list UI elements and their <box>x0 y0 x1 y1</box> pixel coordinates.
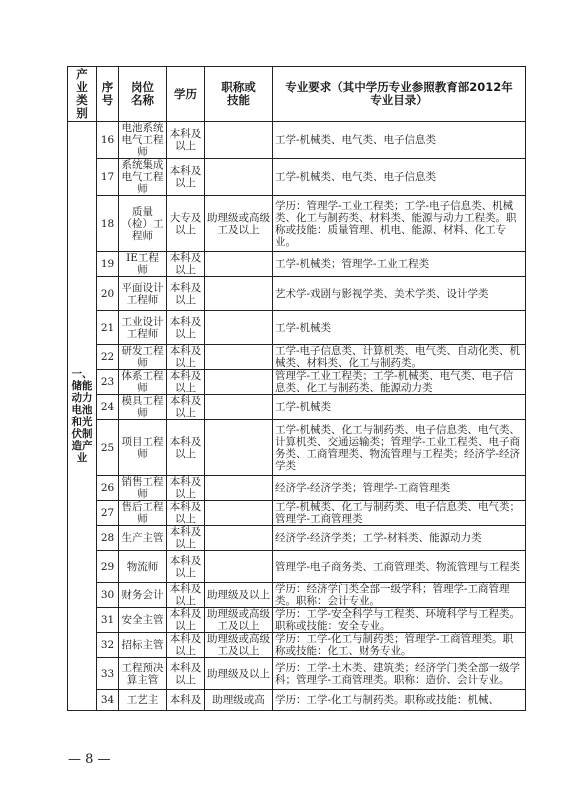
title-cell <box>205 501 273 526</box>
title-cell: 助理级或高级工及以上 <box>205 608 273 633</box>
row-num-cell: 33 <box>97 658 119 690</box>
row-num-cell: 17 <box>97 159 119 196</box>
table-row <box>68 311 526 345</box>
header-education: 学历 <box>167 67 205 122</box>
table-row <box>68 277 526 311</box>
requirement-cell: 工学-机械类；管理学-工业工程类 <box>273 252 526 277</box>
table-row <box>68 345 526 370</box>
education-cell: 本科及 <box>167 690 205 711</box>
position-cell: 体系工程师 <box>119 370 167 395</box>
position-cell: 模具工程师 <box>119 395 167 420</box>
position-cell: 系统集成电气工程师 <box>119 159 167 196</box>
requirement-cell: 工学-机械类、电气类、电子信息类 <box>273 122 526 159</box>
title-cell <box>205 122 273 159</box>
row-num-cell: 30 <box>97 583 119 608</box>
position-cell: IE工程师 <box>119 252 167 277</box>
education-cell: 本科及以上 <box>167 122 205 159</box>
title-cell: 助理级或高 <box>205 690 273 711</box>
table-row <box>68 608 526 633</box>
title-cell <box>205 277 273 311</box>
position-cell: 工程预决算主管 <box>119 658 167 690</box>
requirement-cell: 工学-机械类、化工与制药类、电子信息类、电气类；管理学-工商管理类 <box>273 501 526 526</box>
category-cell: 一、储能动力电池和光伏制造产业 <box>68 122 97 711</box>
position-cell: 财务会计 <box>119 583 167 608</box>
education-cell: 本科及以上 <box>167 395 205 420</box>
education-cell: 本科及以上 <box>167 159 205 196</box>
title-cell <box>205 311 273 345</box>
table-row <box>68 252 526 277</box>
table-row <box>68 196 526 252</box>
requirement-cell: 艺术学-戏剧与影视学类、美术学类、设计学类 <box>273 277 526 311</box>
header-title: 职称或技能 <box>205 67 273 122</box>
title-cell <box>205 551 273 583</box>
table-row <box>68 122 526 159</box>
row-num-cell: 28 <box>97 526 119 551</box>
header-position: 岗位名称 <box>119 67 167 122</box>
requirement-cell: 学历：经济学门类全部一级学科；管理学-工商管理类。职称：会计专业。 <box>273 583 526 608</box>
requirement-cell: 学历：管理学-工业工程类；工学-电子信息类、机械类、化工与制药类、材料类、能源与动力工程类。职称或技能：质量管理、机电、能源、材料、化工专业。 <box>273 196 526 252</box>
position-cell: 销售工程师 <box>119 476 167 501</box>
position-cell: 平面设计工程师 <box>119 277 167 311</box>
table-row <box>68 476 526 501</box>
row-num-cell: 27 <box>97 501 119 526</box>
requirement-cell: 工学-电子信息类、计算机类、电气类、自动化类、机械类、材料类、化工与制药类。 <box>273 345 526 370</box>
row-num-cell: 21 <box>97 311 119 345</box>
title-cell <box>205 420 273 476</box>
position-cell: 电池系统电气工程师 <box>119 122 167 159</box>
position-cell: 售后工程师 <box>119 501 167 526</box>
header-requirement: 专业要求（其中学历专业参照教育部2012年专业目录） <box>273 67 526 122</box>
education-cell: 本科及以上 <box>167 633 205 658</box>
title-cell <box>205 252 273 277</box>
table-row <box>68 690 526 711</box>
title-cell <box>205 526 273 551</box>
title-cell <box>205 395 273 420</box>
row-num-cell: 23 <box>97 370 119 395</box>
row-num-cell: 24 <box>97 395 119 420</box>
education-cell: 本科及以上 <box>167 345 205 370</box>
title-cell: 助理级及以上 <box>205 658 273 690</box>
table-row <box>68 395 526 420</box>
row-num-cell: 22 <box>97 345 119 370</box>
title-cell: 助理级或高级工及以上 <box>205 633 273 658</box>
requirement-cell: 学历：工学-土木类、建筑类；经济学门类全部一级学科；管理学-工商管理类。职称：造价、会计专业。 <box>273 658 526 690</box>
title-cell <box>205 476 273 501</box>
education-cell: 大专及以上 <box>167 196 205 252</box>
position-cell: 研发工程师 <box>119 345 167 370</box>
requirements-table <box>67 66 526 711</box>
position-cell: 安全主管 <box>119 608 167 633</box>
table-row <box>68 583 526 608</box>
education-cell: 本科及以上 <box>167 277 205 311</box>
row-num-cell: 31 <box>97 608 119 633</box>
education-cell: 本科及以上 <box>167 583 205 608</box>
requirement-cell: 管理学-工业工程类；工学-机械类、电气类、电子信息类、化工与制药类、能源动力类 <box>273 370 526 395</box>
education-cell: 本科及以上 <box>167 476 205 501</box>
education-cell: 本科及以上 <box>167 608 205 633</box>
education-cell: 本科及以上 <box>167 658 205 690</box>
position-cell: 项目工程师 <box>119 420 167 476</box>
position-cell: 招标主管 <box>119 633 167 658</box>
requirement-cell: 经济学-经济学类；管理学-工商管理类 <box>273 476 526 501</box>
title-cell: 助理级或高级工及以上 <box>205 196 273 252</box>
education-cell: 本科及以上 <box>167 370 205 395</box>
position-cell: 工业设计工程师 <box>119 311 167 345</box>
education-cell: 本科及以上 <box>167 311 205 345</box>
position-cell: 生产主管 <box>119 526 167 551</box>
title-cell <box>205 345 273 370</box>
table-header-row <box>68 67 526 122</box>
requirement-cell: 经济学-经济学类；工学-材料类、能源动力类 <box>273 526 526 551</box>
requirement-cell: 工学-机械类 <box>273 395 526 420</box>
table-row <box>68 633 526 658</box>
position-cell: 物流师 <box>119 551 167 583</box>
education-cell: 本科及以上 <box>167 501 205 526</box>
title-cell <box>205 370 273 395</box>
education-cell: 本科及以上 <box>167 551 205 583</box>
row-num-cell: 32 <box>97 633 119 658</box>
table-row <box>68 526 526 551</box>
table-row <box>68 370 526 395</box>
table-row <box>68 501 526 526</box>
row-num-cell: 25 <box>97 420 119 476</box>
title-cell: 助理级及以上 <box>205 583 273 608</box>
education-cell: 本科及以上 <box>167 526 205 551</box>
education-cell: 本科及以上 <box>167 420 205 476</box>
row-num-cell: 19 <box>97 252 119 277</box>
header-category: 产业类别 <box>68 67 97 122</box>
requirement-cell: 工学-机械类、电气类、电子信息类 <box>273 159 526 196</box>
table-row <box>68 658 526 690</box>
education-cell: 本科及以上 <box>167 252 205 277</box>
row-num-cell: 29 <box>97 551 119 583</box>
requirement-cell: 管理学-电子商务类、工商管理类、物流管理与工程类 <box>273 551 526 583</box>
row-num-cell: 16 <box>97 122 119 159</box>
table-row <box>68 551 526 583</box>
requirement-cell: 工学-机械类 <box>273 311 526 345</box>
requirement-cell: 学历：工学-化工与制药类；管理学-工商管理类。职称或技能：化工、财务专业。 <box>273 633 526 658</box>
requirement-cell: 工学-机械类、化工与制药类、电子信息类、电气类、计算机类、交通运输类；管理学-工业工程类、电子商务类、工商管理类、物流管理与工程类；经济学-经济学类 <box>273 420 526 476</box>
title-cell <box>205 159 273 196</box>
table-row <box>68 420 526 476</box>
table-row <box>68 159 526 196</box>
row-num-cell: 26 <box>97 476 119 501</box>
requirement-cell: 学历：工学-安全科学与工程类、环境科学与工程类。职称或技能：安全专业。 <box>273 608 526 633</box>
position-cell: 工艺主 <box>119 690 167 711</box>
header-num: 序号 <box>97 67 119 122</box>
position-cell: 质量（检）工程师 <box>119 196 167 252</box>
row-num-cell: 34 <box>97 690 119 711</box>
row-num-cell: 20 <box>97 277 119 311</box>
row-num-cell: 18 <box>97 196 119 252</box>
requirement-cell: 学历：工学-化工与制药类。职称或技能：机械、 <box>273 690 526 711</box>
page-number: — 8 — <box>68 752 111 767</box>
